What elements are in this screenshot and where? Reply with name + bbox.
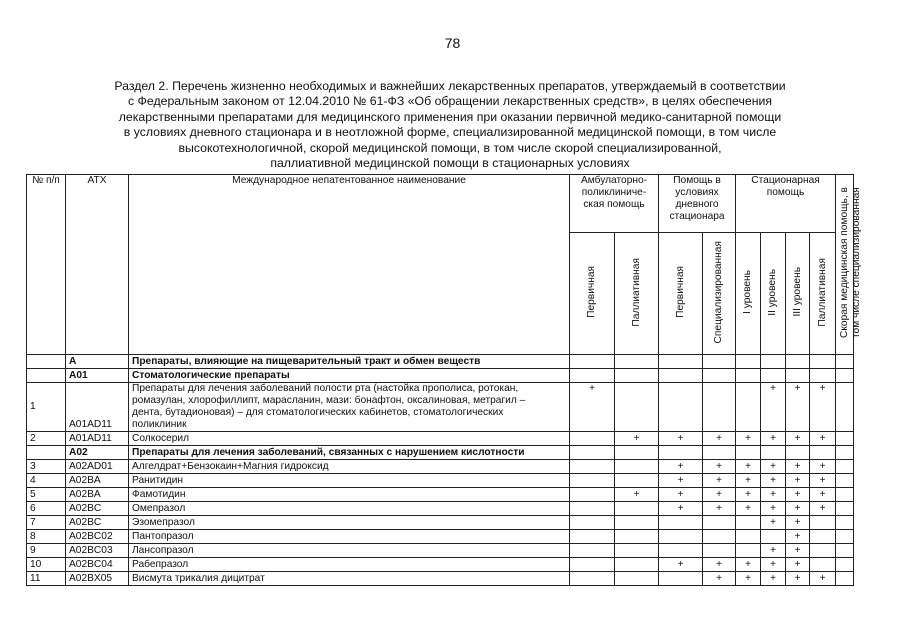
subheader-amb-palliative xyxy=(615,233,659,355)
availability-mark xyxy=(836,572,854,586)
availability-mark: + xyxy=(659,474,703,488)
availability-mark xyxy=(659,516,703,530)
availability-mark xyxy=(736,530,761,544)
availability-mark: + xyxy=(786,488,810,502)
availability-mark: + xyxy=(761,502,786,516)
availability-mark xyxy=(659,383,703,432)
availability-mark: + xyxy=(659,460,703,474)
availability-mark xyxy=(615,544,659,558)
availability-mark xyxy=(615,355,659,369)
availability-mark: + xyxy=(615,488,659,502)
section-row xyxy=(27,355,854,369)
atc-code: A02 xyxy=(66,446,129,460)
availability-mark: + xyxy=(736,572,761,586)
availability-mark: + xyxy=(786,502,810,516)
availability-mark xyxy=(836,502,854,516)
drug-name: Препараты для лечения заболеваний, связанных с нарушением кислотности xyxy=(129,446,570,460)
atc-code: A02AD01 xyxy=(66,460,129,474)
heading-line: паллиативной медицинской помощи в стационарных условиях xyxy=(270,156,630,171)
availability-mark xyxy=(615,383,659,432)
availability-mark xyxy=(736,516,761,530)
column-header-atc: АТХ xyxy=(66,175,129,355)
availability-mark xyxy=(703,530,736,544)
availability-mark: + xyxy=(761,558,786,572)
availability-mark xyxy=(615,516,659,530)
availability-mark: + xyxy=(703,432,736,446)
availability-mark xyxy=(570,558,615,572)
row-number xyxy=(27,355,66,369)
availability-mark xyxy=(615,530,659,544)
availability-mark xyxy=(761,369,786,383)
availability-mark xyxy=(659,446,703,460)
availability-mark xyxy=(786,355,810,369)
availability-mark xyxy=(659,572,703,586)
subheader-label: Первичная xyxy=(674,266,686,318)
atc-code: A01AD11 xyxy=(66,432,129,446)
column-header-day-hospital: Помощь в условиях дневного стационара xyxy=(659,175,736,233)
availability-mark xyxy=(615,474,659,488)
availability-mark: + xyxy=(810,572,836,586)
column-header-emergency xyxy=(836,175,863,355)
availability-mark xyxy=(703,516,736,530)
availability-mark: + xyxy=(786,474,810,488)
row-number: 2 xyxy=(27,432,66,446)
drug-name-line: Препараты для лечения заболеваний полости рта (настойка прополиса, ротокан, xyxy=(132,383,519,394)
availability-mark: + xyxy=(810,383,836,432)
availability-mark xyxy=(570,516,615,530)
drug-name: Рабепразол xyxy=(129,558,570,572)
atc-code: A02BC02 xyxy=(66,530,129,544)
availability-mark xyxy=(570,488,615,502)
availability-mark: + xyxy=(570,383,615,432)
availability-mark xyxy=(836,383,854,432)
availability-mark xyxy=(836,558,854,572)
drug-name: Стоматологические препараты xyxy=(129,369,570,383)
availability-mark: + xyxy=(736,460,761,474)
availability-mark: + xyxy=(810,432,836,446)
availability-mark: + xyxy=(786,572,810,586)
availability-mark xyxy=(736,383,761,432)
row-number: 10 xyxy=(27,558,66,572)
availability-mark xyxy=(703,383,736,432)
subheader-label: Специализированная xyxy=(713,240,724,344)
availability-mark xyxy=(836,355,854,369)
availability-mark: + xyxy=(659,558,703,572)
row-number: 3 xyxy=(27,460,66,474)
subheader-label: Первичная xyxy=(586,266,597,318)
availability-mark: + xyxy=(761,488,786,502)
subheader-label: Паллиативная xyxy=(816,257,828,327)
subheader-label: I уровень xyxy=(742,270,754,314)
availability-mark xyxy=(570,355,615,369)
section-heading xyxy=(80,79,820,171)
table-row xyxy=(27,516,854,530)
table-row xyxy=(27,474,854,488)
row-number: 8 xyxy=(27,530,66,544)
availability-mark: + xyxy=(786,516,810,530)
heading-line: с Федеральным законом от 12.04.2010 № 61-ФЗ «Об обращении лекарственных средств», в целях обеспечения xyxy=(127,94,773,109)
table-row xyxy=(27,460,854,474)
availability-mark xyxy=(615,558,659,572)
column-header-inpatient: Стационарная помощь xyxy=(736,175,836,233)
availability-mark xyxy=(615,572,659,586)
drug-name-line: поликлиник xyxy=(132,419,187,430)
drug-name: Пантопразол xyxy=(129,530,570,544)
table-row xyxy=(27,530,854,544)
availability-mark xyxy=(810,369,836,383)
drug-name xyxy=(129,383,570,432)
heading-line: высокотехнологичной, скорой медицинской помощи, в том числе скорой специализированной, xyxy=(178,140,722,155)
subheader-inp-palliative xyxy=(810,233,836,355)
availability-mark xyxy=(570,544,615,558)
availability-mark: + xyxy=(761,460,786,474)
availability-mark xyxy=(615,446,659,460)
subheader-amb-primary xyxy=(570,233,615,355)
availability-mark: + xyxy=(615,432,659,446)
availability-mark xyxy=(836,446,854,460)
availability-mark: + xyxy=(761,474,786,488)
availability-mark: + xyxy=(703,558,736,572)
availability-mark xyxy=(810,516,836,530)
availability-mark xyxy=(659,544,703,558)
column-header-number: № п/п xyxy=(27,175,66,355)
row-number: 11 xyxy=(27,572,66,586)
availability-mark xyxy=(786,446,810,460)
atc-code: A02BA xyxy=(66,488,129,502)
row-number: 1 xyxy=(27,383,66,432)
availability-mark: + xyxy=(810,502,836,516)
row-number: 5 xyxy=(27,488,66,502)
drug-name: Солкосерил xyxy=(129,432,570,446)
availability-mark: + xyxy=(659,488,703,502)
availability-mark: + xyxy=(761,544,786,558)
drug-list-table xyxy=(26,174,863,586)
table-body xyxy=(27,355,854,586)
availability-mark: + xyxy=(659,502,703,516)
availability-mark xyxy=(836,369,854,383)
subheader-label: II уровень xyxy=(767,268,779,316)
drug-name: Фамотидин xyxy=(129,488,570,502)
table-row xyxy=(27,544,854,558)
availability-mark xyxy=(836,474,854,488)
heading-line: в условиях дневного стационара и в неотложной форме, специализированной медицинской помощи, в том числе xyxy=(123,125,777,140)
availability-mark xyxy=(810,558,836,572)
availability-mark xyxy=(615,502,659,516)
availability-mark: + xyxy=(810,474,836,488)
subheader-day-specialized xyxy=(703,233,736,355)
availability-mark xyxy=(810,446,836,460)
availability-mark xyxy=(836,488,854,502)
drug-name: Алгелдрат+Бензокаин+Магния гидроксид xyxy=(129,460,570,474)
drug-name-line: ромазулан, хлорофиллипт, марасланин, мази: бонафтон, оксалиновая, метрагил – xyxy=(132,395,526,406)
availability-mark: + xyxy=(736,558,761,572)
availability-mark: + xyxy=(786,383,810,432)
atc-code: A02BC xyxy=(66,502,129,516)
subheader-label: III уровень xyxy=(791,267,803,317)
table-row xyxy=(27,432,854,446)
row-number: 9 xyxy=(27,544,66,558)
atc-code: A01AD11 xyxy=(66,383,129,432)
availability-mark xyxy=(659,530,703,544)
availability-mark xyxy=(659,355,703,369)
availability-mark: + xyxy=(786,460,810,474)
availability-mark xyxy=(615,460,659,474)
atc-code: A02BX05 xyxy=(66,572,129,586)
availability-mark xyxy=(836,460,854,474)
drug-name-line: дента, бутадионовая) – для стоматологических кабинетов, стоматологических xyxy=(132,407,504,418)
availability-mark: + xyxy=(786,432,810,446)
availability-mark xyxy=(810,530,836,544)
availability-mark: + xyxy=(786,558,810,572)
subheader-inp-level2 xyxy=(761,233,786,355)
atc-code: A01 xyxy=(66,369,129,383)
drug-name: Висмута трикалия дицитрат xyxy=(129,572,570,586)
availability-mark xyxy=(703,355,736,369)
availability-mark xyxy=(836,432,854,446)
availability-mark xyxy=(570,502,615,516)
table-row xyxy=(27,558,854,572)
row-number: 7 xyxy=(27,516,66,530)
availability-mark: + xyxy=(703,474,736,488)
drug-name: Лансопразол xyxy=(129,544,570,558)
table-row xyxy=(27,488,854,502)
availability-mark xyxy=(570,446,615,460)
availability-mark xyxy=(570,530,615,544)
availability-mark xyxy=(703,446,736,460)
availability-mark xyxy=(761,530,786,544)
availability-mark xyxy=(570,369,615,383)
availability-mark xyxy=(836,530,854,544)
availability-mark: + xyxy=(736,502,761,516)
subheader-inp-level3 xyxy=(786,233,810,355)
atc-code: A xyxy=(66,355,129,369)
availability-mark: + xyxy=(703,572,736,586)
availability-mark: + xyxy=(736,474,761,488)
availability-mark: + xyxy=(659,432,703,446)
drug-name: Омепразол xyxy=(129,502,570,516)
availability-mark xyxy=(810,544,836,558)
availability-mark xyxy=(659,369,703,383)
availability-mark: + xyxy=(761,572,786,586)
subheader-inp-level1 xyxy=(736,233,761,355)
availability-mark xyxy=(615,369,659,383)
availability-mark xyxy=(786,369,810,383)
availability-mark xyxy=(570,432,615,446)
drug-name: Эзомепразол xyxy=(129,516,570,530)
availability-mark: + xyxy=(810,488,836,502)
row-number xyxy=(27,446,66,460)
drug-name: Ранитидин xyxy=(129,474,570,488)
subheader-label: Паллиативная xyxy=(630,257,642,327)
heading-line: лекарственными препаратами для медицинского применения при оказании первичной медико-санитарной помощи xyxy=(118,109,782,124)
section-row xyxy=(27,369,854,383)
column-header-emergency-label: Скорая медицинская помощь, в том числе специализированная xyxy=(839,187,863,339)
availability-mark: + xyxy=(736,432,761,446)
availability-mark xyxy=(736,369,761,383)
atc-code: A02BC xyxy=(66,516,129,530)
availability-mark: + xyxy=(736,488,761,502)
availability-mark xyxy=(810,355,836,369)
availability-mark: + xyxy=(810,460,836,474)
availability-mark xyxy=(570,460,615,474)
availability-mark xyxy=(736,544,761,558)
row-number: 4 xyxy=(27,474,66,488)
atc-code: A02BC04 xyxy=(66,558,129,572)
availability-mark xyxy=(570,474,615,488)
page-number: 78 xyxy=(444,35,461,51)
drug-name: Препараты, влияющие на пищеварительный тракт и обмен веществ xyxy=(129,355,570,369)
availability-mark xyxy=(703,544,736,558)
atc-code: A02BA xyxy=(66,474,129,488)
column-header-ambulatory: Амбулаторно-поликлиниче-ская помощь xyxy=(570,175,659,233)
subheader-day-primary xyxy=(659,233,703,355)
availability-mark xyxy=(761,355,786,369)
column-header-inn: Международное непатентованное наименование xyxy=(129,175,570,355)
table-row xyxy=(27,383,854,432)
availability-mark: + xyxy=(761,383,786,432)
availability-mark xyxy=(836,516,854,530)
row-number xyxy=(27,369,66,383)
heading-line: Раздел 2. Перечень жизненно необходимых и важнейших лекарственных препаратов, утверждаемый в соответствии xyxy=(114,79,786,93)
availability-mark xyxy=(761,446,786,460)
availability-mark xyxy=(736,355,761,369)
table-row xyxy=(27,502,854,516)
availability-mark xyxy=(570,572,615,586)
table-row xyxy=(27,572,854,586)
row-number: 6 xyxy=(27,502,66,516)
atc-code: A02BC03 xyxy=(66,544,129,558)
availability-mark xyxy=(836,544,854,558)
availability-mark: + xyxy=(703,502,736,516)
availability-mark: + xyxy=(761,432,786,446)
availability-mark: + xyxy=(786,530,810,544)
availability-mark: + xyxy=(786,544,810,558)
availability-mark xyxy=(736,446,761,460)
section-row xyxy=(27,446,854,460)
availability-mark: + xyxy=(703,460,736,474)
availability-mark: + xyxy=(761,516,786,530)
availability-mark xyxy=(703,369,736,383)
availability-mark: + xyxy=(703,488,736,502)
